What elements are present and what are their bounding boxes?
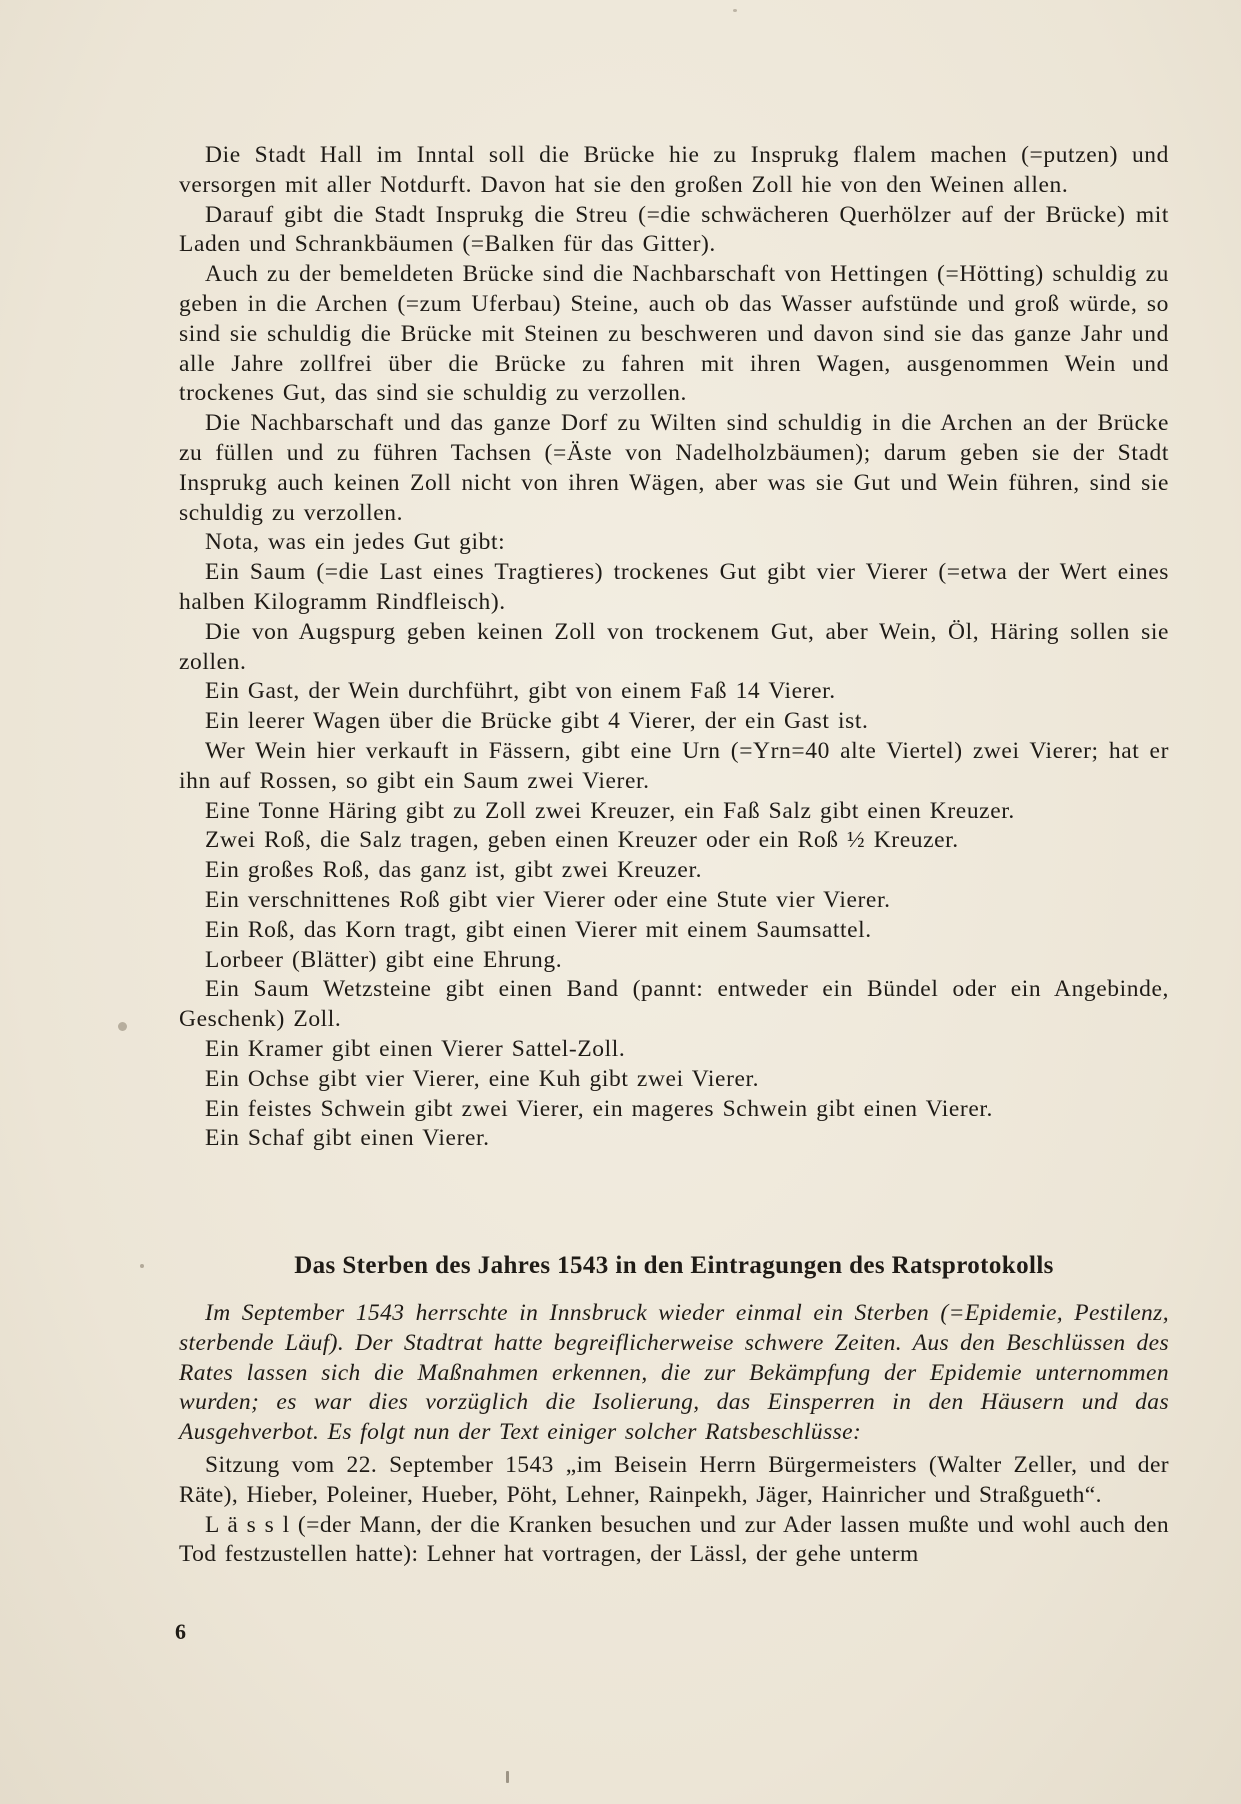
toll-regulations-text — [179, 141, 1169, 1154]
paragraph: Wer Wein hier verkauft in Fässern, gibt eine Urn (=Yrn=40 alte Viertel) zwei Vierer; hat er ihn auf Rossen, so gibt ein Saum zwei Vierer. — [179, 737, 1169, 794]
paragraph: Die Stadt Hall im Inntal soll die Brücke hie zu Insprukg flalem machen (=putzen) und versorgen mit aller Notdurft. Davon hat sie den großen Zoll hie von den Weinen allen. — [179, 142, 1169, 198]
paragraph: Die Nachbarschaft und das ganze Dorf zu Wilten sind schuldig in die Archen an der Brücke zu füllen und zu führen Tachsen (=Äste von Nadelholzbäumen); darum geben sie der Stadt Insprukg auch keinen Zoll nicht von ihren Wägen, aber was sie Gut und Wein führen, sind sie schuldig zu verzollen. — [179, 410, 1169, 526]
paragraph: Ein feistes Schwein gibt zwei Vierer, ein mageres Schwein gibt einen Vierer. — [205, 1095, 993, 1122]
paragraph: L ä s s l (=der Mann, der die Kranken besuchen und zur Ader lassen mußte und wohl auch den Tod festzustellen hatte): Lehner hat vortragen, der Lässl, der gehe unterm — [179, 1511, 1169, 1568]
section-intro: Im September 1543 herrschte in Innsbruck wieder einmal ein Sterben (=Epidemie, Pestilenz, sterbende Läuf). Der Stadtrat hatte begreiflicherweise schwere Zeiten. Aus den Beschlüssen des Rates lassen sich die Maßnahmen erkennen, die zur Bekämpfung der Epidemie unternommen wurden; es war dies vorzüglich die Isolierung, das Einsperren in den Häusern und das Ausgehverbot. Es folgt nun der Text einiger solcher Ratsbeschlüsse: — [179, 1300, 1169, 1446]
paragraph: Sitzung vom 22. September 1543 „im Beisein Herrn Bürgermeisters (Walter Zeller, und der Räte), Hieber, Poleiner, Hueber, Pöht, Lehner, Rainpekh, Jäger, Hainricher und Straßgueth“. — [179, 1451, 1169, 1508]
section-body — [179, 1299, 1169, 1570]
paragraph: Eine Tonne Häring gibt zu Zoll zwei Kreuzer, ein Faß Salz gibt einen Kreuzer. — [205, 797, 1015, 824]
paragraph: Ein Schaf gibt einen Vierer. — [205, 1125, 490, 1152]
paragraph: Ein leerer Wagen über die Brücke gibt 4 Vierer, der ein Gast ist. — [205, 708, 869, 735]
paragraph: Die von Augspurg geben keinen Zoll von trockenem Gut, aber Wein, Öl, Häring sollen sie zollen. — [179, 618, 1169, 675]
paper-speck — [733, 9, 737, 12]
paragraph: Ein Gast, der Wein durchführt, gibt von einem Faß 14 Vierer. — [205, 678, 836, 705]
paragraph: Ein Saum Wetzsteine gibt einen Band (pannt: entweder ein Bündel oder ein Angebinde, Geschenk) Zoll. — [179, 976, 1169, 1033]
paper-speck — [118, 1022, 127, 1031]
paragraph: Ein Ochse gibt vier Vierer, eine Kuh gibt zwei Vierer. — [205, 1065, 760, 1092]
paragraph: Ein Kramer gibt einen Vierer Sattel-Zoll. — [205, 1035, 626, 1062]
paragraph: Nota, was ein jedes Gut gibt: — [205, 529, 506, 556]
paper-speck — [140, 1264, 144, 1268]
paragraph: Ein Roß, das Korn tragt, gibt einen Vierer mit einem Saumsattel. — [205, 916, 872, 943]
paragraph: Ein verschnittenes Roß gibt vier Vierer oder eine Stute vier Vierer. — [205, 886, 891, 913]
paper-speck — [506, 1771, 509, 1783]
section-heading: Das Sterben des Jahres 1543 in den Eintragungen des Ratsprotokolls — [294, 1252, 1054, 1279]
paragraph: Darauf gibt die Stadt Insprukg die Streu (=die schwächeren Querhölzer auf der Brücke) mit Laden und Schrankbäumen (=Balken für das Gitter). — [179, 201, 1169, 258]
paragraph: Ein großes Roß, das ganz ist, gibt zwei Kreuzer. — [205, 857, 703, 884]
paragraph: Auch zu der bemeldeten Brücke sind die Nachbarschaft von Hettingen (=Hötting) schuldig zu geben in die Archen (=zum Uferbau) Steine, auch ob das Wasser aufstünde und groß würde, so sind sie schuldig die Brücke mit Steinen zu beschweren und davon sind sie das ganze Jahr und alle Jahre zollfrei über die Brücke zu fahren mit ihren Wagen, ausgenommen Wein und trockenes Gut, das sind sie schuldig zu verzollen. — [179, 261, 1169, 407]
paragraph: Zwei Roß, die Salz tragen, geben einen Kreuzer oder ein Roß ½ Kreuzer. — [205, 827, 959, 854]
paragraph: Lorbeer (Blätter) gibt eine Ehrung. — [205, 946, 563, 973]
page-number: 6 — [175, 1619, 186, 1644]
paragraph: Ein Saum (=die Last eines Tragtieres) trockenes Gut gibt vier Vierer (=etwa der Wert eines halben Kilogramm Rindfleisch). — [179, 559, 1169, 615]
